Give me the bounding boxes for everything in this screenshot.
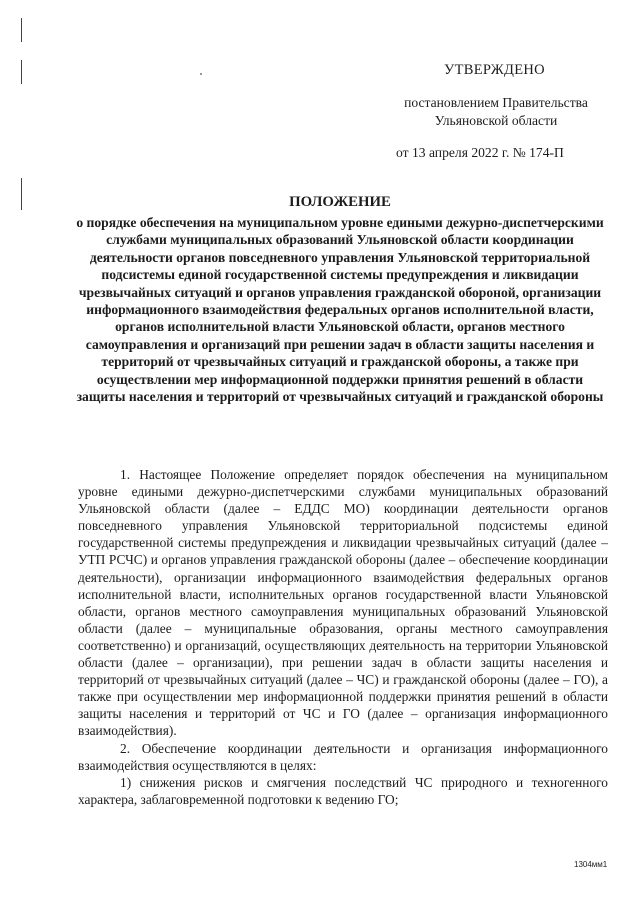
- document-body: [78, 466, 608, 808]
- paragraph-2-item-1: 1) снижения рисков и смягчения последствий ЧС природного и техногенного характера, заблаговременной подготовки к ведению ГО;: [78, 774, 608, 807]
- document-title: ПОЛОЖЕНИЕ: [289, 194, 391, 210]
- decree-line-1: постановлением Правительства: [404, 95, 588, 110]
- binding-margin-line: [21, 18, 22, 42]
- decree-line-2: Ульяновской области: [434, 112, 558, 128]
- binding-margin-line: [21, 60, 22, 84]
- paragraph-2: 2. Обеспечение координации деятельности и организация информационного взаимодействия осуществляются в целях:: [78, 740, 608, 773]
- approval-stamp-heading: УТВЕРЖДЕНО: [444, 62, 545, 78]
- decree-date: от 13 апреля 2022 г. № 174-П: [396, 145, 564, 160]
- binding-margin-line: [21, 178, 22, 210]
- paragraph-1: 1. Настоящее Положение определяет порядок обеспечения на муниципальном уровне едиными дежурно-диспетчерскими службами муниципальных образований Ульяновской области (далее – ЕДДС МО) координации деятельности органов повседневного управления Ульяновской территориальной подсистемы единой государственной системы предупреждения и ликвидации чрезвычайных ситуаций (далее – УТП РСЧС) и органов управления гражданской обороны (далее – обеспечение координации деятельности), организации информационного взаимодействия федеральных органов исполнительной власти, исполнительных органов государственной власти Ульяновской области, органов местного самоуправления муниципальных образований Ульяновской области (далее – муниципальные образования, органы местного самоуправления соответственно) и организаций, осуществляющих деятельность на территории Ульяновской области (далее – организации), при решении задач в области защиты населения и территорий от чрезвычайных ситуаций (далее – ЧС) и гражданской обороны (далее – ГО), а также при осуществлении мер информационной поддержки принятия решений в области защиты населения и территорий от ЧС и ГО (далее – организация информационного взаимодействия).: [78, 467, 608, 739]
- scan-speck: [200, 73, 202, 75]
- document-subtitle: о порядке обеспечения на муниципальном уровне едиными дежурно-диспетчерскими службами муниципальных образований Ульяновской области координации деятельности органов повседневного управления Ульяновской территориальной подсистемы единой государственной системы предупреждения и ликвидации чрезвычайных ситуаций и органов управления гражданской обороной, организации информационного взаимодействия федеральных органов исполнительной власти, органов исполнительной власти Ульяновской области, органов местного самоуправления и организаций при решении задач в области защиты населения и территорий от чрезвычайных ситуаций и гражданской обороны, а также при осуществлении мер информационной поддержки принятия решений в области защиты населения и территорий от чрезвычайных ситуаций и гражданской обороны: [76, 215, 604, 405]
- document-code: 1304мм1: [574, 860, 608, 869]
- decree-reference: [380, 94, 612, 129]
